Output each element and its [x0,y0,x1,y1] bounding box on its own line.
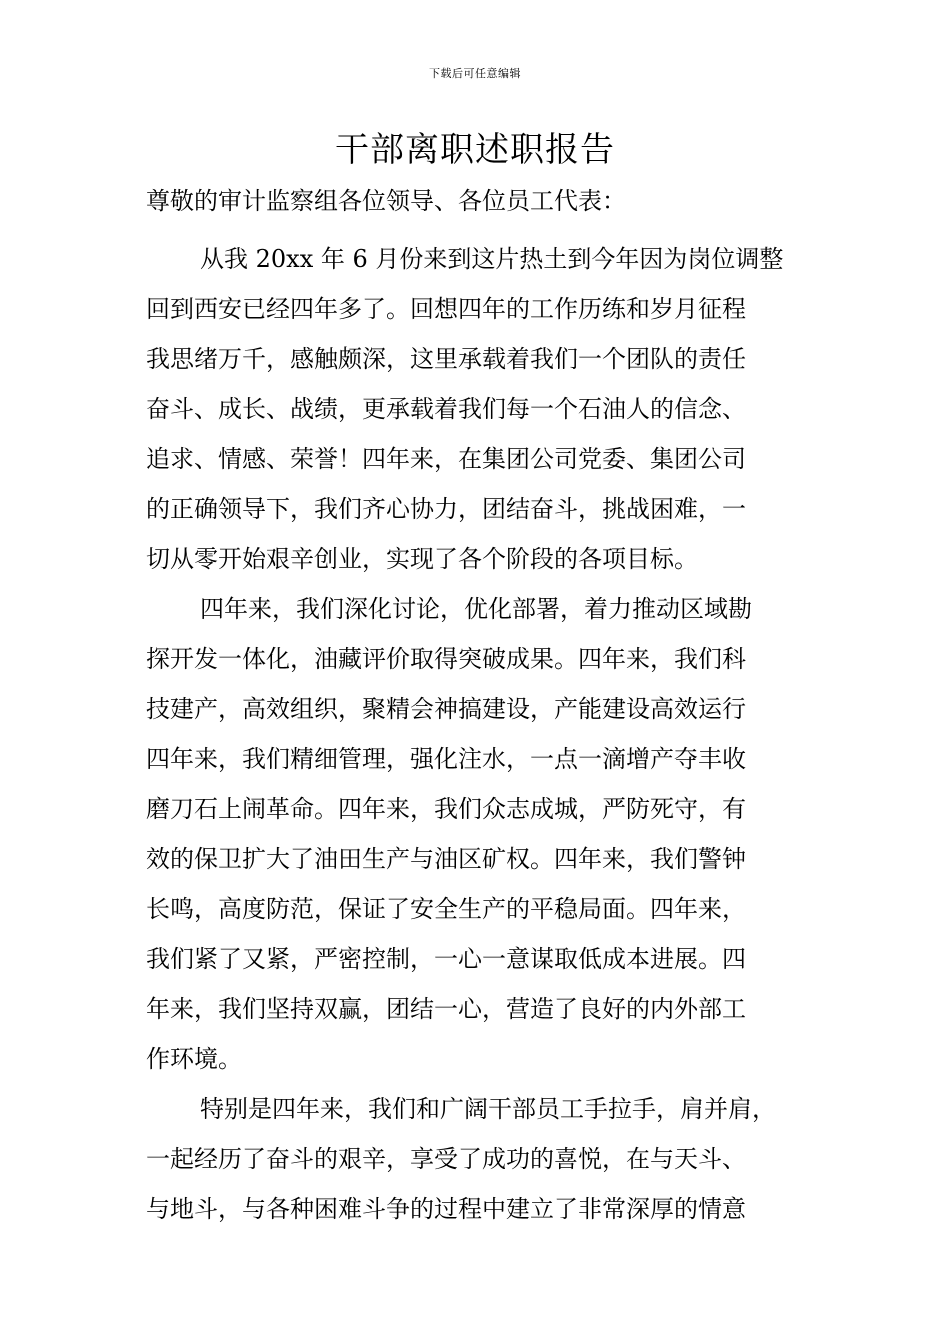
paragraph-2 [146,584,808,1084]
paragraph-line: 长鸣，高度防范，保证了安全生产的平稳局面。四年来， [146,895,746,923]
paragraph-line: 与地斗，与各种困难斗争的过程中建立了非常深厚的情意 [146,1195,746,1223]
paragraph-line: 回到西安已经四年多了。回想四年的工作历练和岁月征程 [146,295,746,323]
paragraph-line: 奋斗、成长、战绩，更承载着我们每一个石油人的信念、 [146,395,746,423]
salutation: 尊敬的审计监察组各位领导、各位员工代表： [146,187,626,215]
paragraph-line: 我们紧了又紧，严密控制，一心一意谋取低成本进展。四 [146,945,746,973]
paragraph-line: 的正确领导下，我们齐心协力，团结奋斗，挑战困难，一 [146,495,746,523]
paragraph-line: 切从零开始艰辛创业，实现了各个阶段的各项目标。 [146,545,698,573]
paragraph-line: 磨刀石上闹革命。四年来，我们众志成城，严防死守，有 [146,795,746,823]
paragraph-line: 效的保卫扩大了油田生产与油区矿权。四年来，我们警钟 [146,845,746,873]
header-note: 下载后可任意编辑 [429,67,521,80]
document-title: 干部离职述职报告 [335,130,615,170]
document-body [146,182,808,1234]
paragraph-line: 追求、情感、荣誉！四年来，在集团公司党委、集团公司 [146,445,746,473]
paragraph-1 [146,234,808,584]
paragraph-line: 四年来，我们精细管理，强化注水，一点一滴增产夺丰收 [146,745,746,773]
paragraph-line: 技建产，高效组织，聚精会神搞建设，产能建设高效运行 [146,695,746,723]
paragraph-line: 四年来，我们深化讨论，优化部署，着力推动区域勘 [200,595,752,623]
paragraph-line: 作环境。 [146,1045,242,1073]
paragraph-line: 探开发一体化，油藏评价取得突破成果。四年来，我们科 [146,645,746,673]
paragraph-line: 特别是四年来，我们和广阔干部员工手拉手，肩并肩， [200,1095,776,1123]
paragraph-line: 我思绪万千，感触颇深，这里承载着我们一个团队的责任 [146,345,746,373]
paragraph-line: 年来，我们坚持双赢，团结一心，营造了良好的内外部工 [146,995,746,1023]
paragraph-line: 从我 20xx 年 6 月份来到这片热土到今年因为岗位调整 [200,245,784,273]
paragraph-line: 一起经历了奋斗的艰辛，享受了成功的喜悦，在与天斗、 [146,1145,746,1173]
paragraph-3 [146,1084,808,1234]
